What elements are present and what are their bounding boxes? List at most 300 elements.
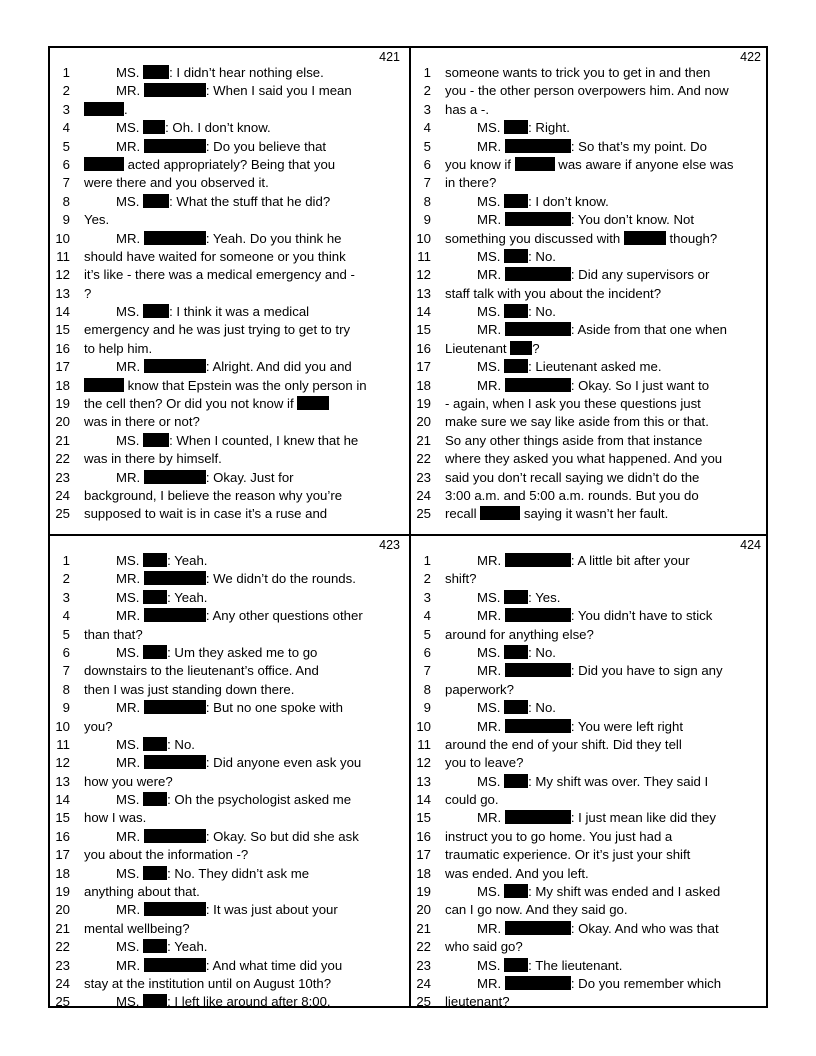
line-number: 4 xyxy=(62,608,70,624)
transcript-line xyxy=(411,552,769,570)
line-text xyxy=(445,101,767,119)
line-number: 19 xyxy=(416,884,431,900)
line-number: 9 xyxy=(423,212,431,228)
line-text xyxy=(116,644,406,662)
text-segment: MS. xyxy=(116,644,144,660)
text-segment: : I left like around after 8:00. xyxy=(167,994,331,1010)
line-text xyxy=(445,570,767,588)
transcript-line xyxy=(50,64,408,82)
text-segment: ? xyxy=(84,285,92,301)
line-number: 13 xyxy=(55,285,70,301)
text-segment: anything about that. xyxy=(84,884,200,900)
line-number: 6 xyxy=(423,156,431,172)
text-segment: mental wellbeing? xyxy=(84,920,190,936)
redaction-block xyxy=(84,157,124,171)
transcript-line xyxy=(411,957,769,975)
transcript-line xyxy=(50,377,408,395)
text-segment: than that? xyxy=(84,626,143,642)
line-text xyxy=(445,64,767,82)
line-text xyxy=(445,156,767,174)
transcript-line xyxy=(411,809,769,827)
transcript-line xyxy=(411,589,769,607)
line-number: 11 xyxy=(56,736,70,752)
line-text xyxy=(84,773,406,791)
text-segment: know that Epstein was the only person in xyxy=(124,377,367,393)
line-number: 21 xyxy=(55,432,70,448)
redaction-block xyxy=(144,83,206,97)
redaction-block xyxy=(505,719,571,733)
transcript-line xyxy=(50,718,408,736)
text-segment: paperwork? xyxy=(445,681,514,697)
transcript-line xyxy=(50,975,408,993)
text-segment: : The lieutenant. xyxy=(528,957,623,973)
text-segment: : Yeah. xyxy=(167,553,208,568)
line-number: 9 xyxy=(62,212,70,228)
line-number: 20 xyxy=(416,414,431,430)
redaction-block xyxy=(504,249,528,263)
redaction-block xyxy=(504,884,528,898)
text-segment: MS. xyxy=(477,120,505,136)
redaction-block xyxy=(144,139,206,153)
text-segment: : When I said you I mean xyxy=(205,83,352,99)
text-segment: emergency and he was just trying to get to try xyxy=(84,322,351,338)
line-text xyxy=(84,450,406,468)
line-text xyxy=(84,809,406,827)
redaction-block xyxy=(504,304,528,318)
line-number: 23 xyxy=(416,957,431,973)
line-text xyxy=(477,809,767,827)
redaction-block xyxy=(624,231,666,245)
redaction-block xyxy=(504,700,528,714)
page-number: 423 xyxy=(379,538,400,552)
text-segment: can I go now. And they said go. xyxy=(445,902,628,918)
redaction-block xyxy=(505,322,571,336)
line-number: 12 xyxy=(55,755,70,771)
text-segment: recall xyxy=(445,506,481,522)
text-segment: MR. xyxy=(477,608,505,624)
transcript-line xyxy=(411,681,769,699)
text-segment: MS. xyxy=(116,432,144,448)
transcript-line xyxy=(50,570,408,588)
transcript-line xyxy=(411,920,769,938)
line-number: 10 xyxy=(416,718,431,734)
text-segment: : Did anyone even ask you xyxy=(205,755,362,771)
text-segment: : But no one spoke with xyxy=(205,700,343,716)
redaction-block xyxy=(504,590,528,604)
line-text xyxy=(477,211,767,229)
line-text xyxy=(116,828,406,846)
line-number: 17 xyxy=(55,359,70,375)
text-segment: : Did you have to sign any xyxy=(570,663,723,679)
line-text xyxy=(84,681,406,699)
line-text xyxy=(84,377,406,395)
line-number: 6 xyxy=(62,156,70,172)
text-segment: MR. xyxy=(116,902,144,918)
line-number: 20 xyxy=(55,902,70,918)
text-segment: MS. xyxy=(116,304,144,320)
text-segment: staff talk with you about the incident? xyxy=(445,285,662,301)
line-text xyxy=(445,938,767,956)
text-segment: : Lieutenant asked me. xyxy=(528,359,662,375)
transcript-line xyxy=(411,699,769,717)
line-number: 16 xyxy=(416,340,431,356)
line-number: 23 xyxy=(55,957,70,973)
text-segment: said you don’t recall saying we didn’t do the xyxy=(445,469,700,485)
line-text xyxy=(116,865,406,883)
redaction-block xyxy=(84,102,124,116)
line-number: 8 xyxy=(423,681,431,697)
redaction-block xyxy=(143,590,167,604)
transcript-line xyxy=(411,230,769,248)
text-segment: : I just mean like did they xyxy=(570,810,716,826)
text-segment: : No. xyxy=(167,736,195,752)
transcript-line xyxy=(411,64,769,82)
transcript-line xyxy=(50,552,408,570)
transcript-line xyxy=(411,570,769,588)
transcript-line xyxy=(50,469,408,487)
redaction-block xyxy=(143,433,169,447)
line-text xyxy=(84,266,406,284)
line-text xyxy=(116,64,406,82)
line-number: 4 xyxy=(423,608,431,624)
line-number: 2 xyxy=(62,571,70,587)
line-number: 10 xyxy=(55,230,70,246)
transcript-line xyxy=(411,975,769,993)
transcript-line xyxy=(50,607,408,625)
line-number: 15 xyxy=(55,322,70,338)
transcript-line xyxy=(411,607,769,625)
page-lines xyxy=(50,64,408,524)
text-segment: : It was just about your xyxy=(205,902,338,918)
transcript-line xyxy=(50,432,408,450)
text-segment: : Okay. So I just want to xyxy=(570,377,710,393)
redaction-block xyxy=(297,396,329,410)
redaction-block xyxy=(505,810,571,824)
text-segment: how I was. xyxy=(84,810,147,826)
transcript-line xyxy=(50,681,408,699)
transcript-line xyxy=(411,156,769,174)
line-number: 17 xyxy=(416,359,431,375)
redaction-block xyxy=(505,378,571,392)
text-segment: : Did any supervisors or xyxy=(570,267,710,283)
text-segment: has a -. xyxy=(445,101,489,117)
line-text xyxy=(445,846,767,864)
transcript-line xyxy=(411,883,769,901)
line-text xyxy=(116,469,406,487)
text-segment: : My shift was over. They said I xyxy=(528,773,709,789)
line-number: 25 xyxy=(55,994,70,1010)
transcript-line xyxy=(50,101,408,119)
redaction-block xyxy=(504,194,528,208)
text-segment: background, I believe the reason why you’re xyxy=(84,487,343,503)
redaction-block xyxy=(143,737,167,751)
text-segment: stay at the institution until on August 10th? xyxy=(84,975,332,991)
text-segment: saying it wasn’t her fault. xyxy=(520,506,669,522)
redaction-block xyxy=(144,829,206,843)
line-text xyxy=(116,589,406,607)
transcript-line xyxy=(50,138,408,156)
line-number: 12 xyxy=(416,755,431,771)
text-segment: : What the stuff that he did? xyxy=(169,193,331,209)
line-text xyxy=(445,82,767,100)
line-text xyxy=(477,589,767,607)
transcript-page-424 xyxy=(411,536,769,1022)
line-text xyxy=(477,321,767,339)
line-text xyxy=(84,413,406,431)
line-number: 13 xyxy=(416,285,431,301)
transcript-line xyxy=(411,901,769,919)
line-text xyxy=(84,626,406,644)
line-number: 13 xyxy=(55,773,70,789)
text-segment: MR. xyxy=(116,359,144,375)
line-number: 25 xyxy=(55,506,70,522)
text-segment: MR. xyxy=(116,571,144,587)
transcript-line xyxy=(411,395,769,413)
line-number: 7 xyxy=(423,663,431,679)
text-segment: MS. xyxy=(477,773,505,789)
line-text xyxy=(116,303,406,321)
text-segment: MS. xyxy=(477,359,505,375)
line-text xyxy=(445,285,767,303)
line-text xyxy=(445,791,767,809)
transcript-line xyxy=(50,321,408,339)
text-segment: : Okay. Just for xyxy=(205,469,294,485)
text-segment: : So that’s my point. Do xyxy=(570,138,707,154)
line-number: 23 xyxy=(55,469,70,485)
text-segment: MR. xyxy=(477,322,505,338)
redaction-block xyxy=(143,792,167,806)
text-segment: : Um they asked me to go xyxy=(167,644,318,660)
line-text xyxy=(84,505,406,523)
text-segment: MR. xyxy=(116,83,144,99)
line-number: 5 xyxy=(423,138,431,154)
line-number: 21 xyxy=(55,920,70,936)
line-text xyxy=(116,699,406,717)
text-segment: how you were? xyxy=(84,773,173,789)
text-segment: : My shift was ended and I asked xyxy=(528,884,721,900)
line-number: 12 xyxy=(55,267,70,283)
redaction-block xyxy=(143,866,167,880)
line-text xyxy=(445,828,767,846)
transcript-line xyxy=(411,993,769,1011)
text-segment: though? xyxy=(665,230,718,246)
line-text xyxy=(84,211,406,229)
redaction-block xyxy=(504,774,528,788)
line-text xyxy=(116,119,406,137)
text-segment: : No. xyxy=(528,644,556,660)
text-segment: MS. xyxy=(477,700,505,716)
line-number: 24 xyxy=(416,487,431,503)
line-number: 15 xyxy=(416,322,431,338)
line-number: 20 xyxy=(416,902,431,918)
line-number: 19 xyxy=(55,396,70,412)
text-segment: you know if xyxy=(445,156,515,172)
transcript-line xyxy=(411,662,769,680)
redaction-block xyxy=(143,65,169,79)
redaction-block xyxy=(505,608,571,622)
text-segment: : No. xyxy=(528,700,556,716)
transcript-line xyxy=(50,340,408,358)
redaction-block xyxy=(143,994,167,1008)
line-number: 22 xyxy=(55,939,70,955)
line-number: 24 xyxy=(55,975,70,991)
line-number: 22 xyxy=(416,451,431,467)
transcript-line xyxy=(50,82,408,100)
line-number: 2 xyxy=(423,571,431,587)
line-number: 18 xyxy=(416,377,431,393)
text-segment: : I think it was a medical xyxy=(169,304,310,320)
transcript-line xyxy=(411,211,769,229)
text-segment: MS. xyxy=(477,884,505,900)
line-number: 22 xyxy=(416,939,431,955)
transcript-line xyxy=(50,920,408,938)
line-text xyxy=(445,395,767,413)
line-number: 14 xyxy=(55,304,70,320)
line-text xyxy=(477,920,767,938)
redaction-block xyxy=(144,902,206,916)
transcript-line xyxy=(411,193,769,211)
line-number: 5 xyxy=(62,626,70,642)
line-text xyxy=(84,101,406,119)
text-segment: the cell then? Or did you not know if xyxy=(84,396,298,412)
redaction-block xyxy=(143,939,167,953)
line-text xyxy=(84,920,406,938)
line-text xyxy=(116,193,406,211)
text-segment: : I didn’t hear nothing else. xyxy=(169,65,324,80)
text-segment: MS. xyxy=(116,736,144,752)
redaction-block xyxy=(504,120,528,134)
line-number: 15 xyxy=(55,810,70,826)
transcript-line xyxy=(50,957,408,975)
text-segment: MR. xyxy=(477,212,505,228)
transcript-line xyxy=(411,377,769,395)
text-segment: could go. xyxy=(445,792,499,808)
redaction-block xyxy=(505,267,571,281)
text-segment: : You didn’t have to stick xyxy=(570,608,713,624)
transcript-line xyxy=(50,754,408,772)
line-text xyxy=(116,358,406,376)
text-segment: : When I counted, I knew that he xyxy=(169,432,359,448)
text-segment: : Aside from that one when xyxy=(570,322,727,338)
transcript-line xyxy=(50,993,408,1011)
redaction-block xyxy=(144,359,206,373)
transcript-line xyxy=(50,626,408,644)
line-number: 24 xyxy=(416,975,431,991)
line-number: 13 xyxy=(416,773,431,789)
line-text xyxy=(445,174,767,192)
line-number: 9 xyxy=(62,700,70,716)
transcript-line xyxy=(50,883,408,901)
line-number: 24 xyxy=(55,487,70,503)
line-text xyxy=(84,975,406,993)
text-segment: MS. xyxy=(116,193,144,209)
text-segment: it’s like - there was a medical emergency and - xyxy=(84,267,355,283)
line-number: 21 xyxy=(416,920,431,936)
transcript-line xyxy=(50,828,408,846)
transcript-page-422 xyxy=(411,48,769,534)
text-segment: - again, when I ask you these questions just xyxy=(445,396,701,412)
line-number: 7 xyxy=(62,175,70,191)
text-segment: MR. xyxy=(116,138,144,154)
text-segment: supposed to wait is in case it’s a ruse and xyxy=(84,506,328,522)
redaction-block xyxy=(143,553,167,567)
text-segment: MR. xyxy=(116,608,144,624)
line-text xyxy=(477,607,767,625)
line-number: 5 xyxy=(62,138,70,154)
line-text xyxy=(445,230,767,248)
line-text xyxy=(84,718,406,736)
text-segment: MR. xyxy=(116,469,144,485)
line-number: 3 xyxy=(423,101,431,117)
line-text xyxy=(445,469,767,487)
line-number: 2 xyxy=(423,83,431,99)
line-text xyxy=(477,773,767,791)
line-text xyxy=(84,883,406,901)
transcript-line xyxy=(411,487,769,505)
text-segment: in there? xyxy=(445,175,497,191)
line-text xyxy=(84,321,406,339)
redaction-block xyxy=(515,157,555,171)
text-segment: : No. They didn’t ask me xyxy=(167,865,310,881)
text-segment: : Oh the psychologist asked me xyxy=(167,792,352,808)
transcript-line xyxy=(411,791,769,809)
line-text xyxy=(477,377,767,395)
line-number: 14 xyxy=(416,792,431,808)
line-number: 6 xyxy=(62,644,70,660)
page-lines xyxy=(411,64,769,524)
text-segment: you? xyxy=(84,718,113,734)
transcript-line xyxy=(411,644,769,662)
line-text xyxy=(445,865,767,883)
transcript-line xyxy=(50,211,408,229)
line-text xyxy=(445,901,767,919)
transcript-line xyxy=(411,736,769,754)
line-text xyxy=(445,340,767,358)
line-number: 17 xyxy=(55,847,70,863)
line-number: 16 xyxy=(416,828,431,844)
redaction-block xyxy=(143,645,167,659)
redaction-block xyxy=(505,212,571,226)
line-number: 3 xyxy=(62,589,70,605)
page-number: 424 xyxy=(740,538,761,552)
transcript-line xyxy=(411,119,769,137)
text-segment: MS. xyxy=(477,957,505,973)
line-text xyxy=(445,487,767,505)
text-segment: MS. xyxy=(116,792,144,808)
line-text xyxy=(116,993,406,1011)
line-text xyxy=(116,552,406,570)
text-segment: MS. xyxy=(477,589,505,605)
text-segment: : Yeah. xyxy=(167,589,208,605)
line-number: 9 xyxy=(423,700,431,716)
text-segment: was in there or not? xyxy=(84,414,200,430)
line-number: 2 xyxy=(62,83,70,99)
line-text xyxy=(477,193,767,211)
line-number: 4 xyxy=(62,120,70,136)
transcript-line xyxy=(50,174,408,192)
line-text xyxy=(477,266,767,284)
transcript-page-421 xyxy=(50,48,408,534)
text-segment: who said go? xyxy=(445,939,523,955)
redaction-block xyxy=(504,359,528,373)
transcript-line xyxy=(50,266,408,284)
text-segment: MR. xyxy=(477,718,505,734)
text-segment: : Do you believe that xyxy=(205,138,327,154)
transcript-line xyxy=(411,846,769,864)
text-segment: MR. xyxy=(477,663,505,679)
transcript-line xyxy=(50,589,408,607)
transcript-line xyxy=(50,809,408,827)
